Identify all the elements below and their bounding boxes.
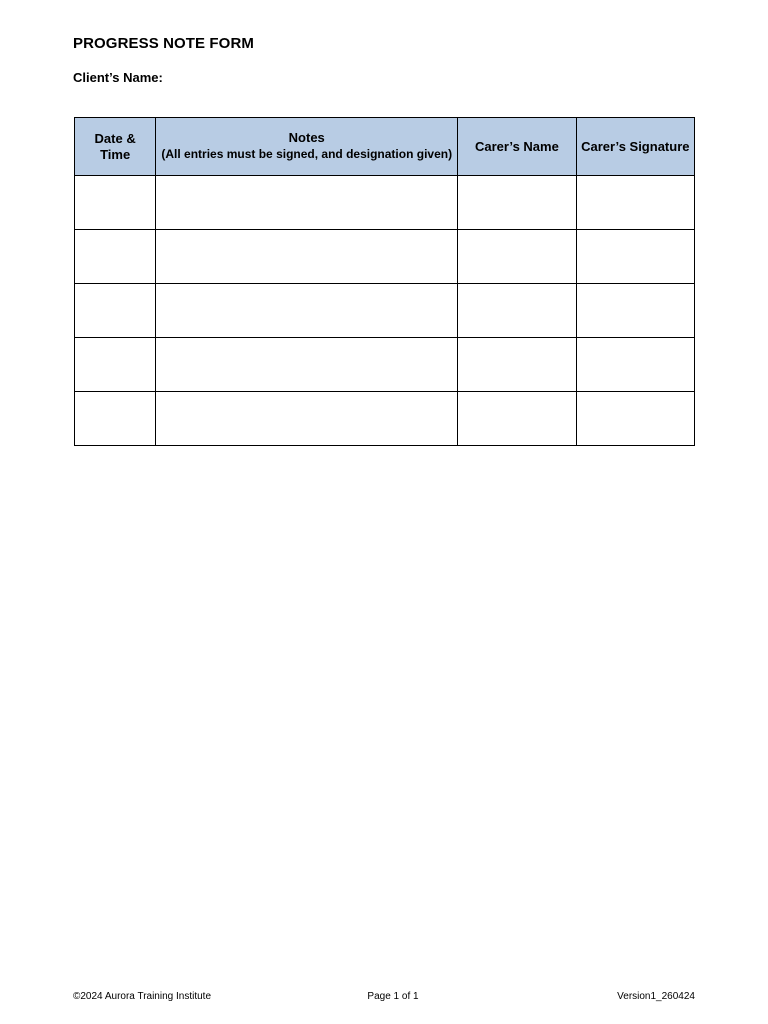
notes-cell[interactable] [156,392,458,446]
footer-version: Version1_260424 [617,991,695,1002]
progress-note-table [74,117,695,446]
notes-cell[interactable] [156,284,458,338]
header-date-time-line2: Time [100,146,131,162]
header-date-time-line1: Date & [94,130,136,146]
notes-cell[interactable] [156,176,458,230]
page-title: PROGRESS NOTE FORM [73,35,254,52]
date-time-cell[interactable] [75,176,156,230]
header-date-time [75,118,156,176]
carers-name-cell[interactable] [458,338,576,392]
footer-copyright: ©2024 Aurora Training Institute [73,991,212,1002]
notes-cell[interactable] [156,230,458,284]
carers-name-cell[interactable] [458,176,576,230]
carers-name-cell[interactable] [458,392,576,446]
carers-signature-cell[interactable] [576,338,694,392]
table-row [75,176,695,230]
header-notes [156,118,458,176]
carers-signature-cell[interactable] [576,176,694,230]
table-header-row [75,118,695,176]
carers-signature-cell[interactable] [576,392,694,446]
header-carers-name: Carer’s Name [458,118,576,176]
carers-name-cell[interactable] [458,284,576,338]
date-time-cell[interactable] [75,230,156,284]
date-time-cell[interactable] [75,284,156,338]
date-time-cell[interactable] [75,338,156,392]
carers-signature-cell[interactable] [576,230,694,284]
header-notes-title: Notes [288,130,325,145]
header-carers-signature: Carer’s Signature [576,118,694,176]
footer-page-number: Page 1 of 1 [367,991,419,1002]
table-row [75,230,695,284]
notes-cell[interactable] [156,338,458,392]
carers-name-cell[interactable] [458,230,576,284]
table-row [75,392,695,446]
header-notes-subtitle: (All entries must be signed, and designation given) [161,147,453,161]
carers-signature-cell[interactable] [576,284,694,338]
table-row [75,284,695,338]
date-time-cell[interactable] [75,392,156,446]
client-name-label: Client’s Name: [73,70,163,85]
table-row [75,338,695,392]
